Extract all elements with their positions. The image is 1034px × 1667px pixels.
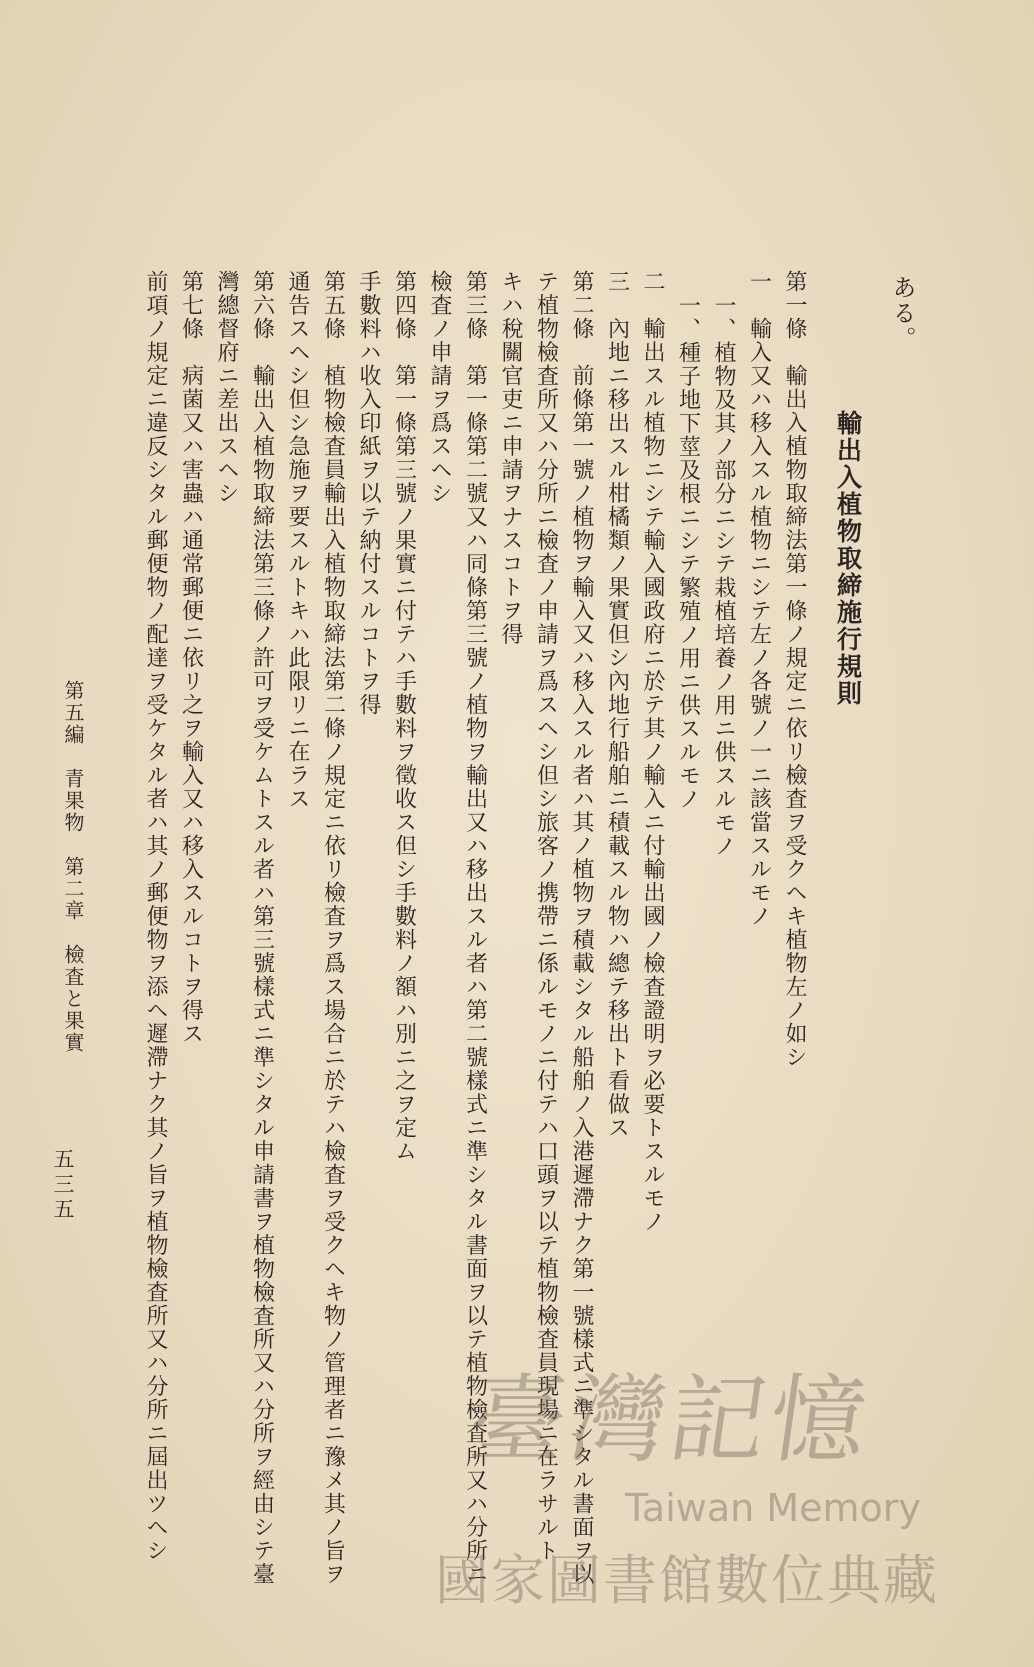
- document-title: 輸出入植物取締施行規則: [833, 410, 863, 707]
- body-line: 第七條 病菌又ハ害蟲ハ通常郵便ニ依リ之ヲ輸入又ハ移入スルコトヲ得ス: [178, 270, 204, 1046]
- body-line: 三 內地ニ移出スル柑橘類ノ果實但シ內地行船舶ニ積載スル物ハ總テ移出ト看做ス: [604, 270, 630, 1140]
- body-line: 前項ノ規定ニ違反シタル郵便物ノ配達ヲ受ケタル者ハ其ノ郵便物ヲ添ヘ遲滯ナク其ノ旨ヲ植物檢査所又ハ分所ニ屆出ツヘシ: [143, 270, 168, 1563]
- body-line: 第五條 植物檢査員輸出入植物取締法第二條ノ規定ニ依リ檢査ヲ爲ス場合ニ於テハ檢査ヲ受クヘキ物ノ管理者ニ豫メ其ノ旨ヲ: [320, 270, 346, 1586]
- page-number: 五三五: [51, 1148, 75, 1223]
- body-line: 一 輸入又ハ移入スル植物ニシテ左ノ各號ノ一ニ該當スルモノ: [746, 270, 772, 928]
- spacer: [812, 270, 830, 1400]
- body-line: テ植物檢査所又ハ分所ニ檢査ノ申請ヲ爲スヘシ但シ旅客ノ携帶ニ係ルモノニ付テハ口頭ヲ以テ植物檢査員現場ニ在ラサルト: [533, 270, 559, 1563]
- body-line: キハ稅關官吏ニ申請ヲナスコトヲ得: [498, 270, 523, 646]
- body-line: 一、植物及其ノ部分ニシテ栽植培養ノ用ニ供スルモノ: [711, 294, 736, 859]
- body-line: 第一條 輸出入植物取締法第一條ノ規定ニ依リ檢査ヲ受クヘキ植物左ノ如シ: [782, 270, 807, 1069]
- running-head: 第五編 青果物 第二章 檢査と果實: [61, 680, 85, 1054]
- body-line: 檢査ノ申請ヲ爲スヘシ: [427, 270, 452, 505]
- intro-text: ある。: [888, 274, 916, 352]
- watermark-english: Taiwan Memory: [625, 1486, 921, 1530]
- body-line: 第六條 輸出入植物取締法第三條ノ許可ヲ受ケムトスル者ハ第三號樣式ニ準シタル申請書ヲ植物檢査所又ハ分所ヲ經由シテ臺: [249, 270, 275, 1586]
- watermark-chinese: 國家圖書館數位典藏: [435, 1549, 939, 1612]
- spacer: [866, 270, 884, 1400]
- body-line: 手數料ハ收入印紙ヲ以テ納付スルコトヲ得: [356, 270, 381, 717]
- body-line: 灣總督府ニ差出スヘシ: [214, 270, 239, 505]
- watermark-logo: 臺灣記憶: [462, 1364, 878, 1476]
- running-head-column: [58, 270, 88, 1120]
- body-line: 第二條 前條第一號ノ植物ヲ輸入又ハ移入スル者ハ其ノ植物ヲ積載シタル船舶ノ入港遲滯ナク第一號樣式ニ準シタル書面ヲ以: [569, 270, 594, 1586]
- body-line: 第三條 第一條第二號又ハ同條第三號ノ植物ヲ輸出又ハ移出スル者ハ第二號樣式ニ準シタル書面ヲ以テ植物檢査所又ハ分所ニ: [462, 270, 488, 1586]
- body-line: 通告スヘシ但シ急施ヲ要スルトキハ此限リニ在ラス: [285, 270, 310, 811]
- body-line: 一、種子地下莖及根ニシテ繁殖ノ用ニ供スルモノ: [675, 294, 701, 812]
- library-watermark: [435, 1364, 939, 1650]
- body-line: 二 輸出スル植物ニシテ輸入國政府ニ於テ其ノ輸入ニ付輸出國ノ檢査證明ヲ必要トスルモノ: [640, 270, 665, 1234]
- body-line: 第四條 第一條第三號ノ果實ニ付テハ手數料ヲ徵收ス但シ手數料ノ額ハ別ニ之ヲ定ム: [391, 270, 417, 1163]
